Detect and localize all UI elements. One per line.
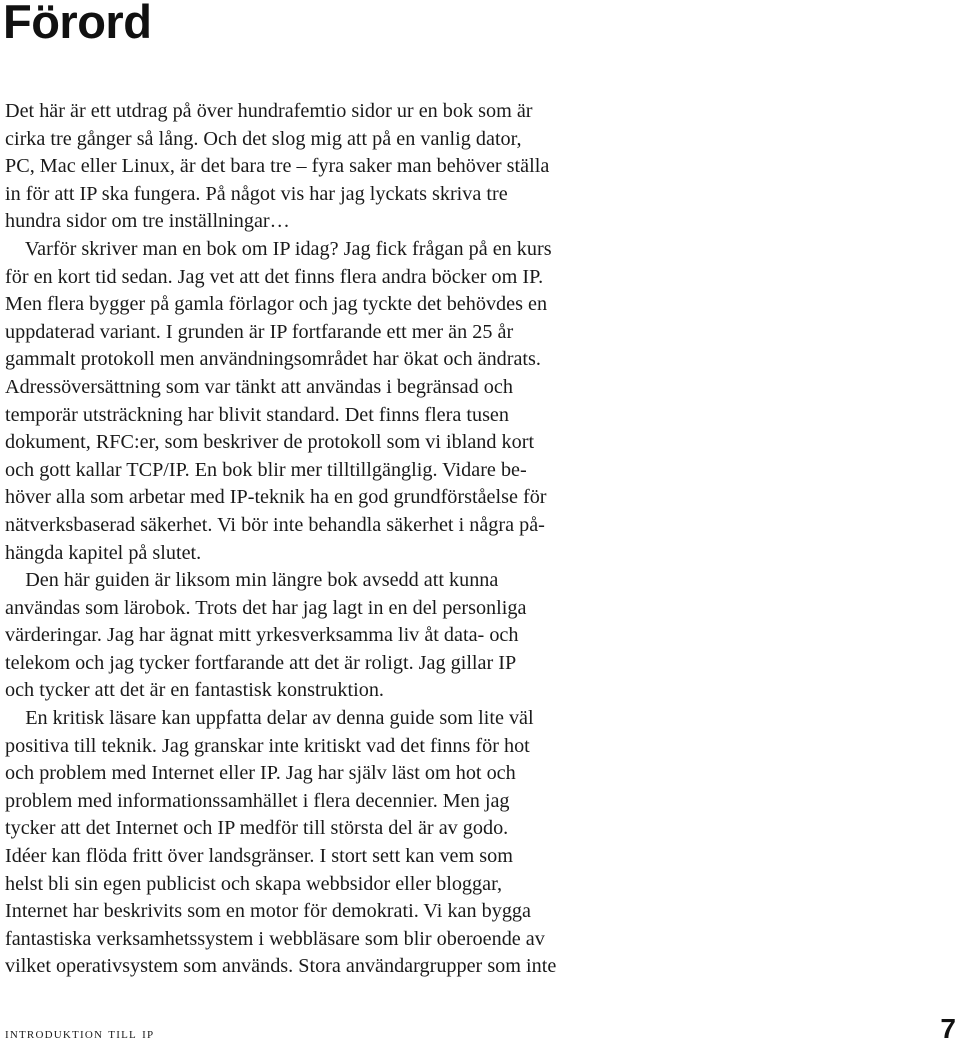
text-line: tycker att det Internet och IP medför till största del är av godo. — [5, 817, 509, 840]
text-line: vilket operativsystem som används. Stora användargrupper som inte — [5, 955, 557, 978]
text-line: och tycker att det är en fantastisk konstruktion. — [5, 679, 384, 702]
text-line: telekom och jag tycker fortfarande att det är roligt. Jag gillar IP — [5, 651, 517, 674]
text-line: fantastiska verksamhetssystem i webbläsare som blir oberoende av — [5, 927, 545, 950]
text-line: Varför skriver man en bok om IP idag? Jag fick frågan på en kurs — [5, 237, 552, 260]
running-footer-title: introduktion till ip — [5, 1025, 155, 1042]
text-line: temporär utsträckning har blivit standard. Det finns flera tusen — [5, 403, 509, 426]
page-title: Förord — [3, 0, 152, 48]
text-line: och problem med Internet eller IP. Jag har själv läst om hot och — [5, 762, 516, 785]
text-line: Men flera bygger på gamla förlagor och jag tyckte det behövdes en — [5, 293, 548, 316]
text-line: nätverksbaserad säkerhet. Vi bör inte behandla säkerhet i några på- — [5, 513, 545, 536]
text-line: Det här är ett utdrag på över hundrafemtio sidor ur en bok som är — [5, 100, 533, 122]
text-line: Internet har beskrivits som en motor för demokrati. Vi kan bygga — [5, 900, 531, 923]
text-line: cirka tre gånger så lång. Och det slog mig att på en vanlig dator, — [5, 127, 522, 150]
text-line: höver alla som arbetar med IP-teknik ha en god grundförståelse för — [5, 486, 547, 509]
text-line: gammalt protokoll men användningsområdet har ökat och ändrats. — [5, 348, 541, 371]
text-line: PC, Mac eller Linux, är det bara tre – fyra saker man behöver ställa — [5, 155, 550, 178]
text-line: positiva till teknik. Jag granskar inte kritiskt vad det finns för hot — [5, 734, 530, 757]
text-line: Den här guiden är liksom min längre bok avsedd att kunna — [5, 569, 499, 592]
text-line: dokument, RFC:er, som beskriver de protokoll som vi ibland kort — [5, 431, 535, 454]
text-line: Idéer kan flöda fritt över landsgränser. I stort sett kan vem som — [5, 845, 513, 868]
text-line: användas som lärobok. Trots det har jag lagt in en del personliga — [5, 596, 527, 619]
text-line: och gott kallar TCP/IP. En bok blir mer tilltillgänglig. Vidare be- — [5, 458, 527, 481]
text-line: problem med informationssamhället i flera decennier. Men jag — [5, 789, 510, 812]
text-line: Adressöversättning som var tänkt att användas i begränsad och — [5, 375, 513, 398]
text-line: för en kort tid sedan. Jag vet att det finns flera andra böcker om IP. — [5, 265, 544, 288]
page-number: 7 — [940, 1013, 956, 1044]
text-line: in för att IP ska fungera. På något vis har jag lyckats skriva tre — [5, 182, 508, 205]
text-line: En kritisk läsare kan uppfatta delar av denna guide som lite väl — [5, 707, 534, 730]
text-line: hundra sidor om tre inställningar… — [5, 210, 290, 233]
body-text — [5, 98, 960, 981]
text-line: helst bli sin egen publicist och skapa webbsidor eller bloggar, — [5, 872, 503, 895]
text-line: värderingar. Jag har ägnat mitt yrkesverksamma liv åt data- och — [5, 624, 519, 647]
text-line: uppdaterad variant. I grunden är IP fortfarande ett mer än 25 år — [5, 320, 514, 343]
text-line: hängda kapitel på slutet. — [5, 541, 202, 564]
